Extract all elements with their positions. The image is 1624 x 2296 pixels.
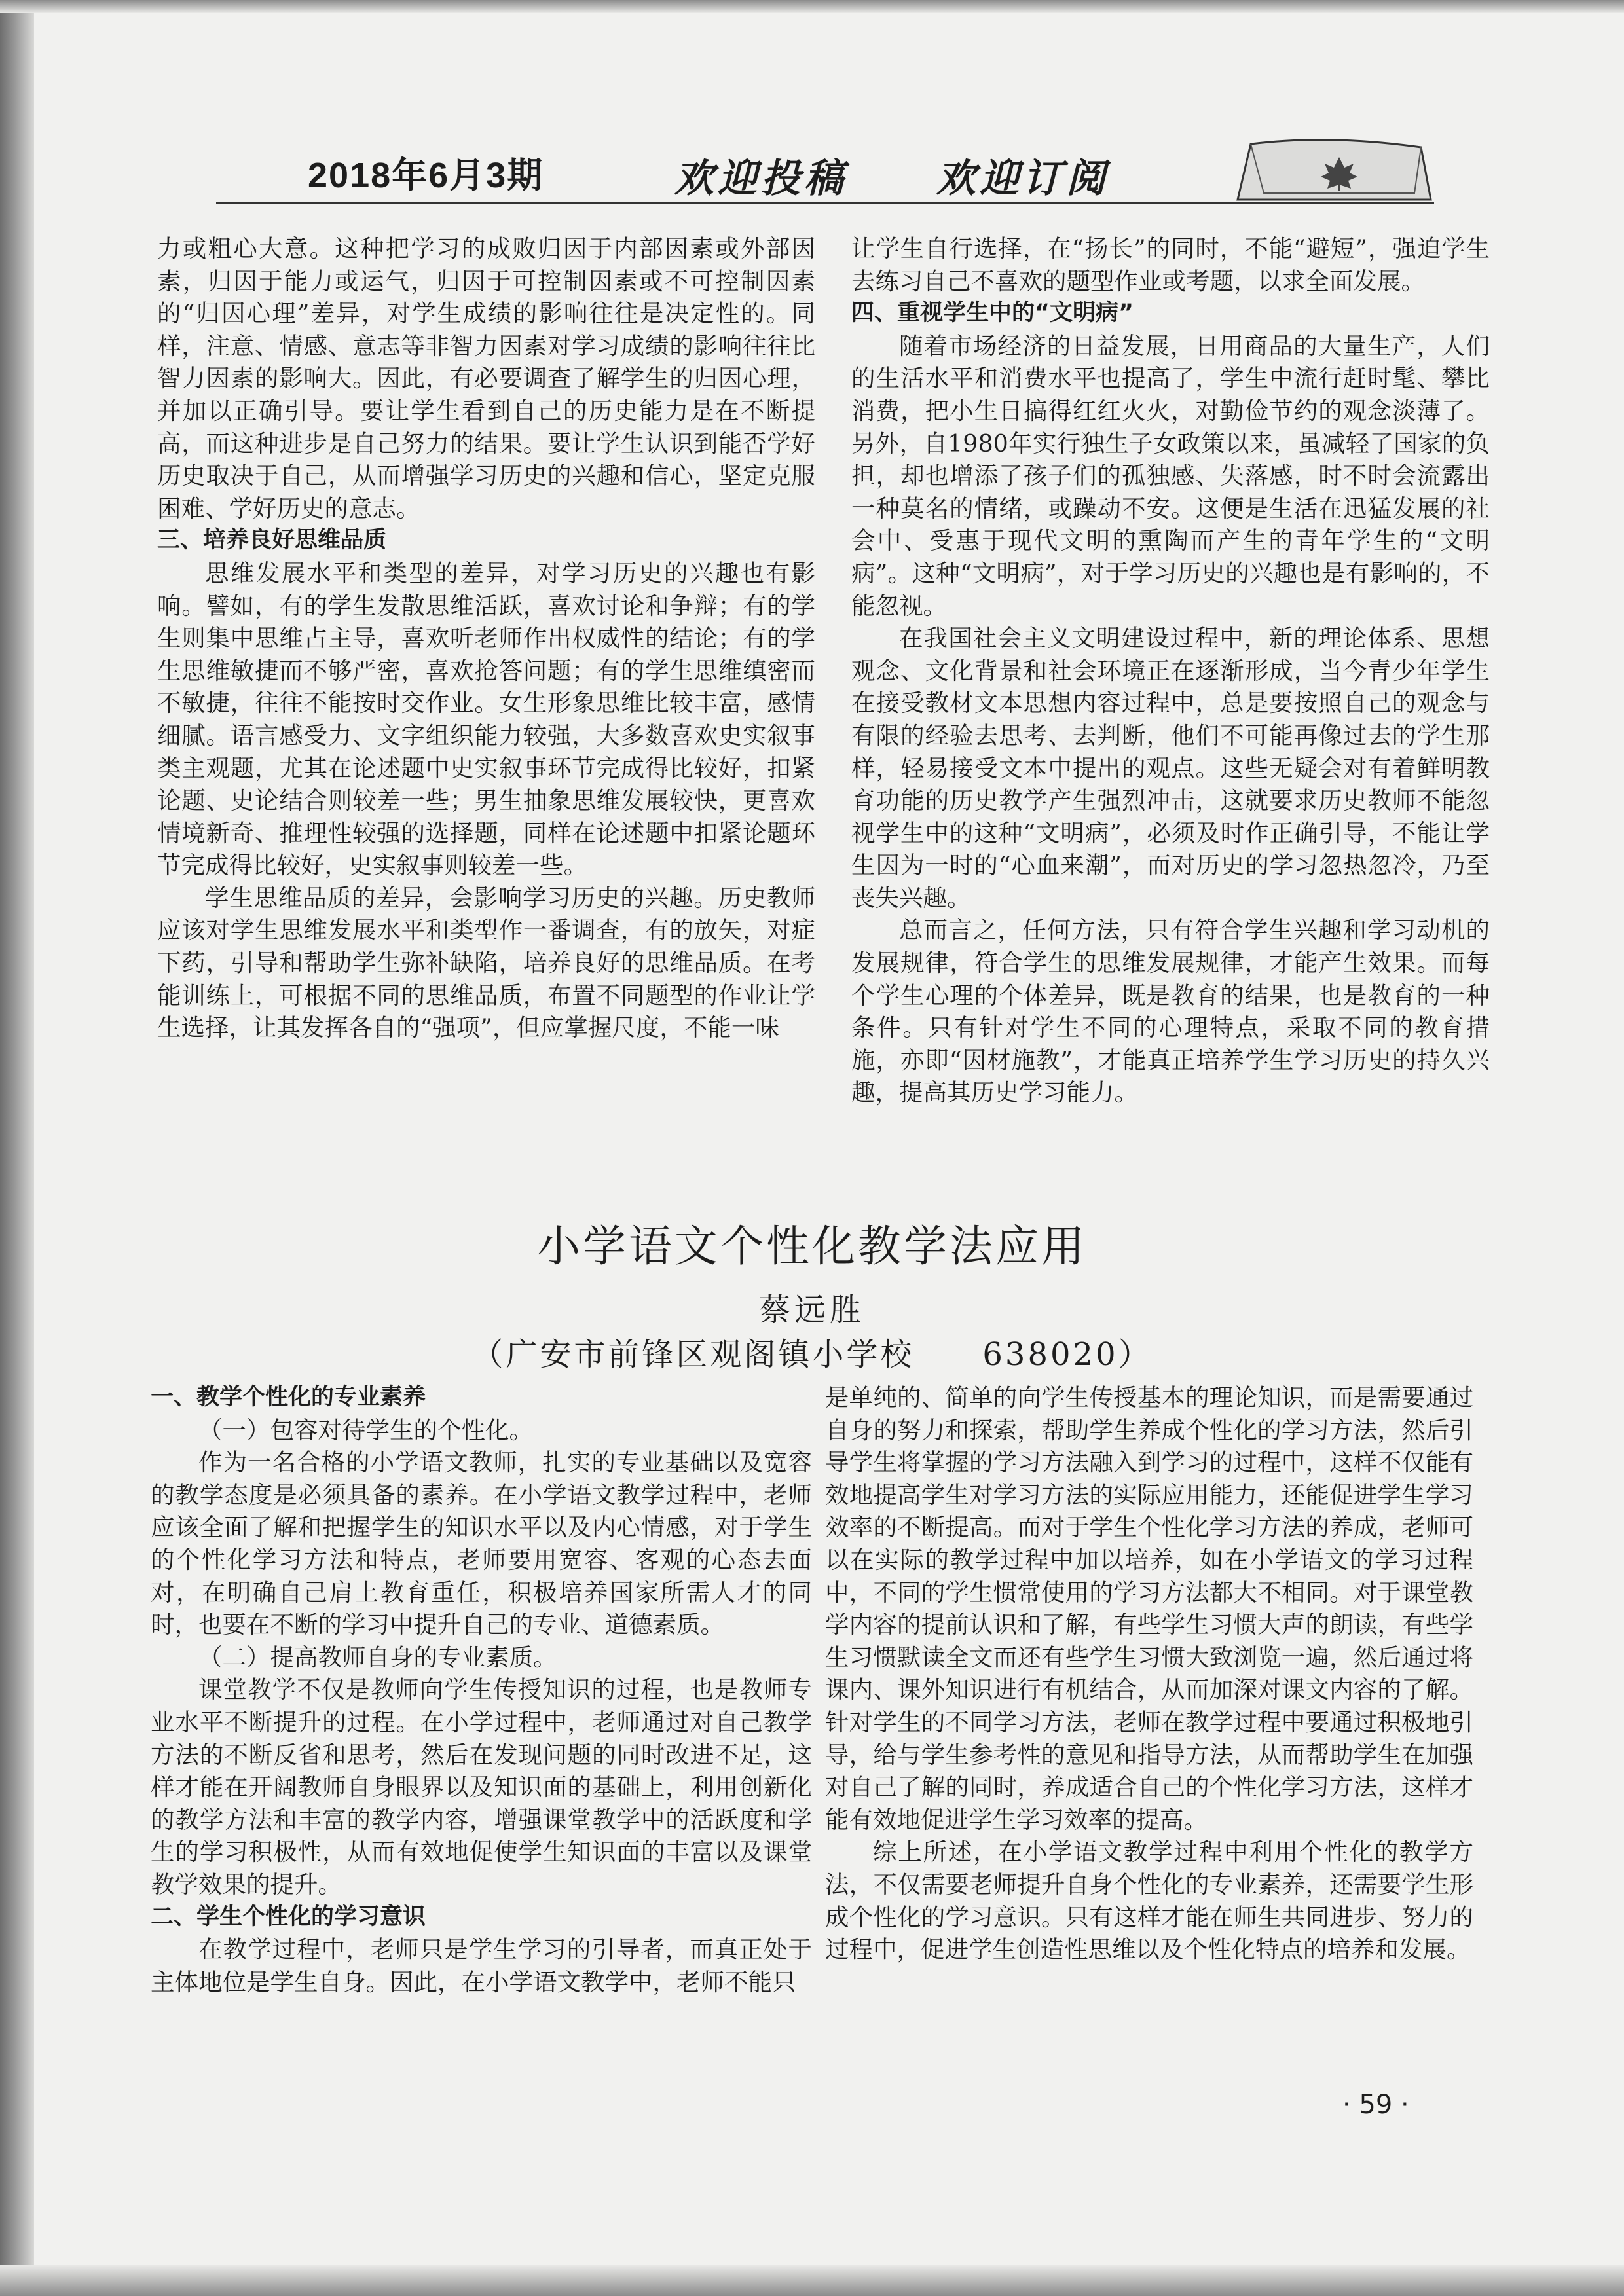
scan-edge-bottom [0, 2265, 1624, 2296]
paragraph: 是单纯的、简单的向学生传授基本的理论知识，而是需要通过自身的努力和探索，帮助学生养成个性化的学习方法，然后引导学生将掌握的学习方法融入到学习的过程中，这样不仅能有效地提高学生对学习方法的实际应用能力，还能促进学生学习效率的不断提高。而对于学生个性化学习方法的养成，老师可以在实际的教学过程中加以培养，如在小学语文的学习过程中，不同的学生惯常使用的学习方法都大不相同。对于课堂教学内容的提前认识和了解，有些学生习惯大声的朗读，有些学生习惯默读全文而还有些学生习惯大致浏览一遍，然后通过将课内、课外知识进行有机结合，从而加深对课文内容的了解。针对学生的不同学习方法，老师在教学过程中要通过积极地引导，给与学生参考性的意见和指导方法，从而帮助学生在加强对自己了解的同时，养成适合自己的个性化学习方法，这样才能有效地促进学生学习效率的提高。 [825, 1383, 1473, 1834]
article1-left-column [157, 232, 815, 1044]
article1-right-column [851, 232, 1490, 1109]
article2-right-column [825, 1381, 1473, 1966]
scan-edge-top [0, 0, 1624, 13]
section-heading: 三、培养良好思维品质 [157, 527, 387, 554]
article-affiliation: （广安市前锋区观阁镇小学校 638020） [471, 1336, 1153, 1373]
article2-left-column [151, 1381, 812, 1998]
subsection-heading: （二）提高教师自身的专业素质。 [198, 1643, 557, 1671]
paragraph: 总而言之，任何方法，只有符合学生兴趣和学习动机的发展规律，符合学生的思维发展规律，才能产生效果。而每个学生心理的个体差异，既是教育的结果，也是教育的一种条件。只有针对学生不同的心理特点，采取不同的教育措施，亦即“因材施教”，才能真正培养学生学习历史的持久兴趣，提高其历史学习能力。 [851, 916, 1490, 1107]
section-heading: 四、重视学生中的“文明病” [851, 300, 1134, 327]
paragraph: 让学生自行选择，在“扬长”的同时，不能“避短”，强迫学生去练习自己不喜欢的题型作业或考题，以求全面发展。 [851, 234, 1490, 295]
welcome-submit-label: 欢迎投稿 [674, 156, 847, 202]
paragraph: 综上所述，在小学语文教学过程中利用个性化的教学方法，不仅需要老师提升自身个性化的专业素养，还需要学生形成个性化的学习意识。只有这样才能在师生共同进步、努力的过程中，促进学生创造性思维以及个性化特点的培养和发展。 [825, 1838, 1473, 1964]
paragraph: 在我国社会主义文明建设过程中，新的理论体系、思想观念、文化背景和社会环境正在逐渐形成，当今青少年学生在接受教材文本思想内容过程中，总是要按照自己的观念与有限的经验去思考、去判断，他们不可能再像过去的学生那样，轻易接受文本中提出的观点。这些无疑会对有着鲜明教育功能的历史教学产生强烈冲击，这就要求历史教师不能忽视学生中的这种“文明病”，必须及时作正确引导，不能让学生因为一时的“心血来潮”，而对历史的学习忽热忽冷，乃至丧失兴趣。 [851, 624, 1490, 912]
paragraph: 课堂教学不仅是教师向学生传授知识的过程，也是教师专业水平不断提升的过程。在小学过程中，老师通过对自己教学方法的不断反省和思考，然后在发现问题的同时改进不足，这样才能在开阔教师自身眼界以及知识面的基础上，利用创新化的教学方法和丰富的教学内容，增强课堂教学中的活跃度和学生的学习积极性，从而有效地促使学生知识面的丰富以及课堂教学效果的提升。 [151, 1675, 812, 1899]
paragraph: 随着市场经济的日益发展，日用商品的大量生产，人们的生活水平和消费水平也提高了，学生中流行赶时髦、攀比消费，把小生日搞得红红火火，对勤俭节约的观念淡薄了。另外，自1980年实行独生子女政策以来，虽减轻了国家的负担，却也增添了孩子们的孤独感、失落感，时不时会流露出一种莫名的情绪，或躁动不安。这便是生活在迅猛发展的社会中、受惠于现代文明的熏陶而产生的青年学生的“文明病”。这种“文明病”，对于学习历史的兴趣也是有影响的，不能忽视。 [851, 331, 1490, 620]
welcome-subscribe-label: 欢迎订阅 [936, 156, 1109, 202]
section-heading: 一、教学个性化的专业素养 [151, 1384, 426, 1410]
paragraph: 学生思维品质的差异，会影响学习历史的兴趣。历史教师应该对学生思维发展水平和类型作一番调查，有的放矢，对症下药，引导和帮助学生弥补缺陷，培养良好的思维品质。在考能训练上，可根据不同的思维品质，布置不同题型的作业让学生选择，让其发挥各自的“强项”，但应掌握尺度，不能一味 [157, 883, 815, 1042]
paragraph: 力或粗心大意。这种把学习的成败归因于内部因素或外部因素，归因于能力或运气，归因于可控制因素或不可控制因素的“归因心理”差异，对学生成绩的影响往往是决定性的。同样，注意、情感、意志等非智力因素对学习成绩的影响往往比智力因素的影响大。因此，有必要调查了解学生的归因心理，并加以正确引导。要让学生看到自己的历史能力是在不断提高，而这种进步是自己努力的结果。要让学生认识到能否学好历史取决于自己，从而增强学习历史的兴趣和信心，坚定克服困难、学好历史的意志。 [157, 234, 815, 522]
page-number: · 59 · [1342, 2090, 1409, 2120]
header-maple-leaf-icon [1225, 131, 1434, 203]
paragraph: 思维发展水平和类型的差异，对学习历史的兴趣也有影响。譬如，有的学生发散思维活跃，喜欢讨论和争辩；有的学生则集中思维占主导，喜欢听老师作出权威性的结论；有的学生思维敏捷而不够严密，喜欢抢答问题；有的学生思维缜密而不敏捷，往往不能按时交作业。女生形象思维比较丰富，感情细腻。语言感受力、文字组织能力较强，大多数喜欢史实叙事类主观题，尤其在论述题中史实叙事环节完成得比较好，扣紧论题、史论结合则较差一些；男生抽象思维发展较快，更喜欢情境新奇、推理性较强的选择题，同样在论述题中扣紧论题环节完成得比较好，史实叙事则较差一些。 [157, 558, 815, 880]
article-title: 小学语文个性化教学法应用 [537, 1221, 1087, 1271]
article-author: 蔡远胜 [758, 1292, 865, 1328]
issue-label: 2018年6月3期 [308, 156, 544, 195]
header-rule [216, 202, 1434, 204]
paragraph: 在教学过程中，老师只是学生学习的引导者，而真正处于主体地位是学生自身。因此，在小学语文教学中，老师不能只 [151, 1935, 812, 1996]
paragraph: 作为一名合格的小学语文教师，扎实的专业基础以及宽容的教学态度是必须具备的素养。在小学语文教学过程中，老师应该全面了解和把握学生的知识水平以及内心情感，对于学生的个性化学习方法和特点，老师要用宽容、客观的心态去面对，在明确自己肩上教育重任，积极培养国家所需人才的同时，也要在不断的学习中提升自己的专业、道德素质。 [151, 1448, 812, 1639]
subsection-heading: （一）包容对待学生的个性化。 [198, 1415, 533, 1444]
section-heading: 二、学生个性化的学习意识 [151, 1903, 426, 1930]
scan-edge-left [0, 0, 34, 2296]
